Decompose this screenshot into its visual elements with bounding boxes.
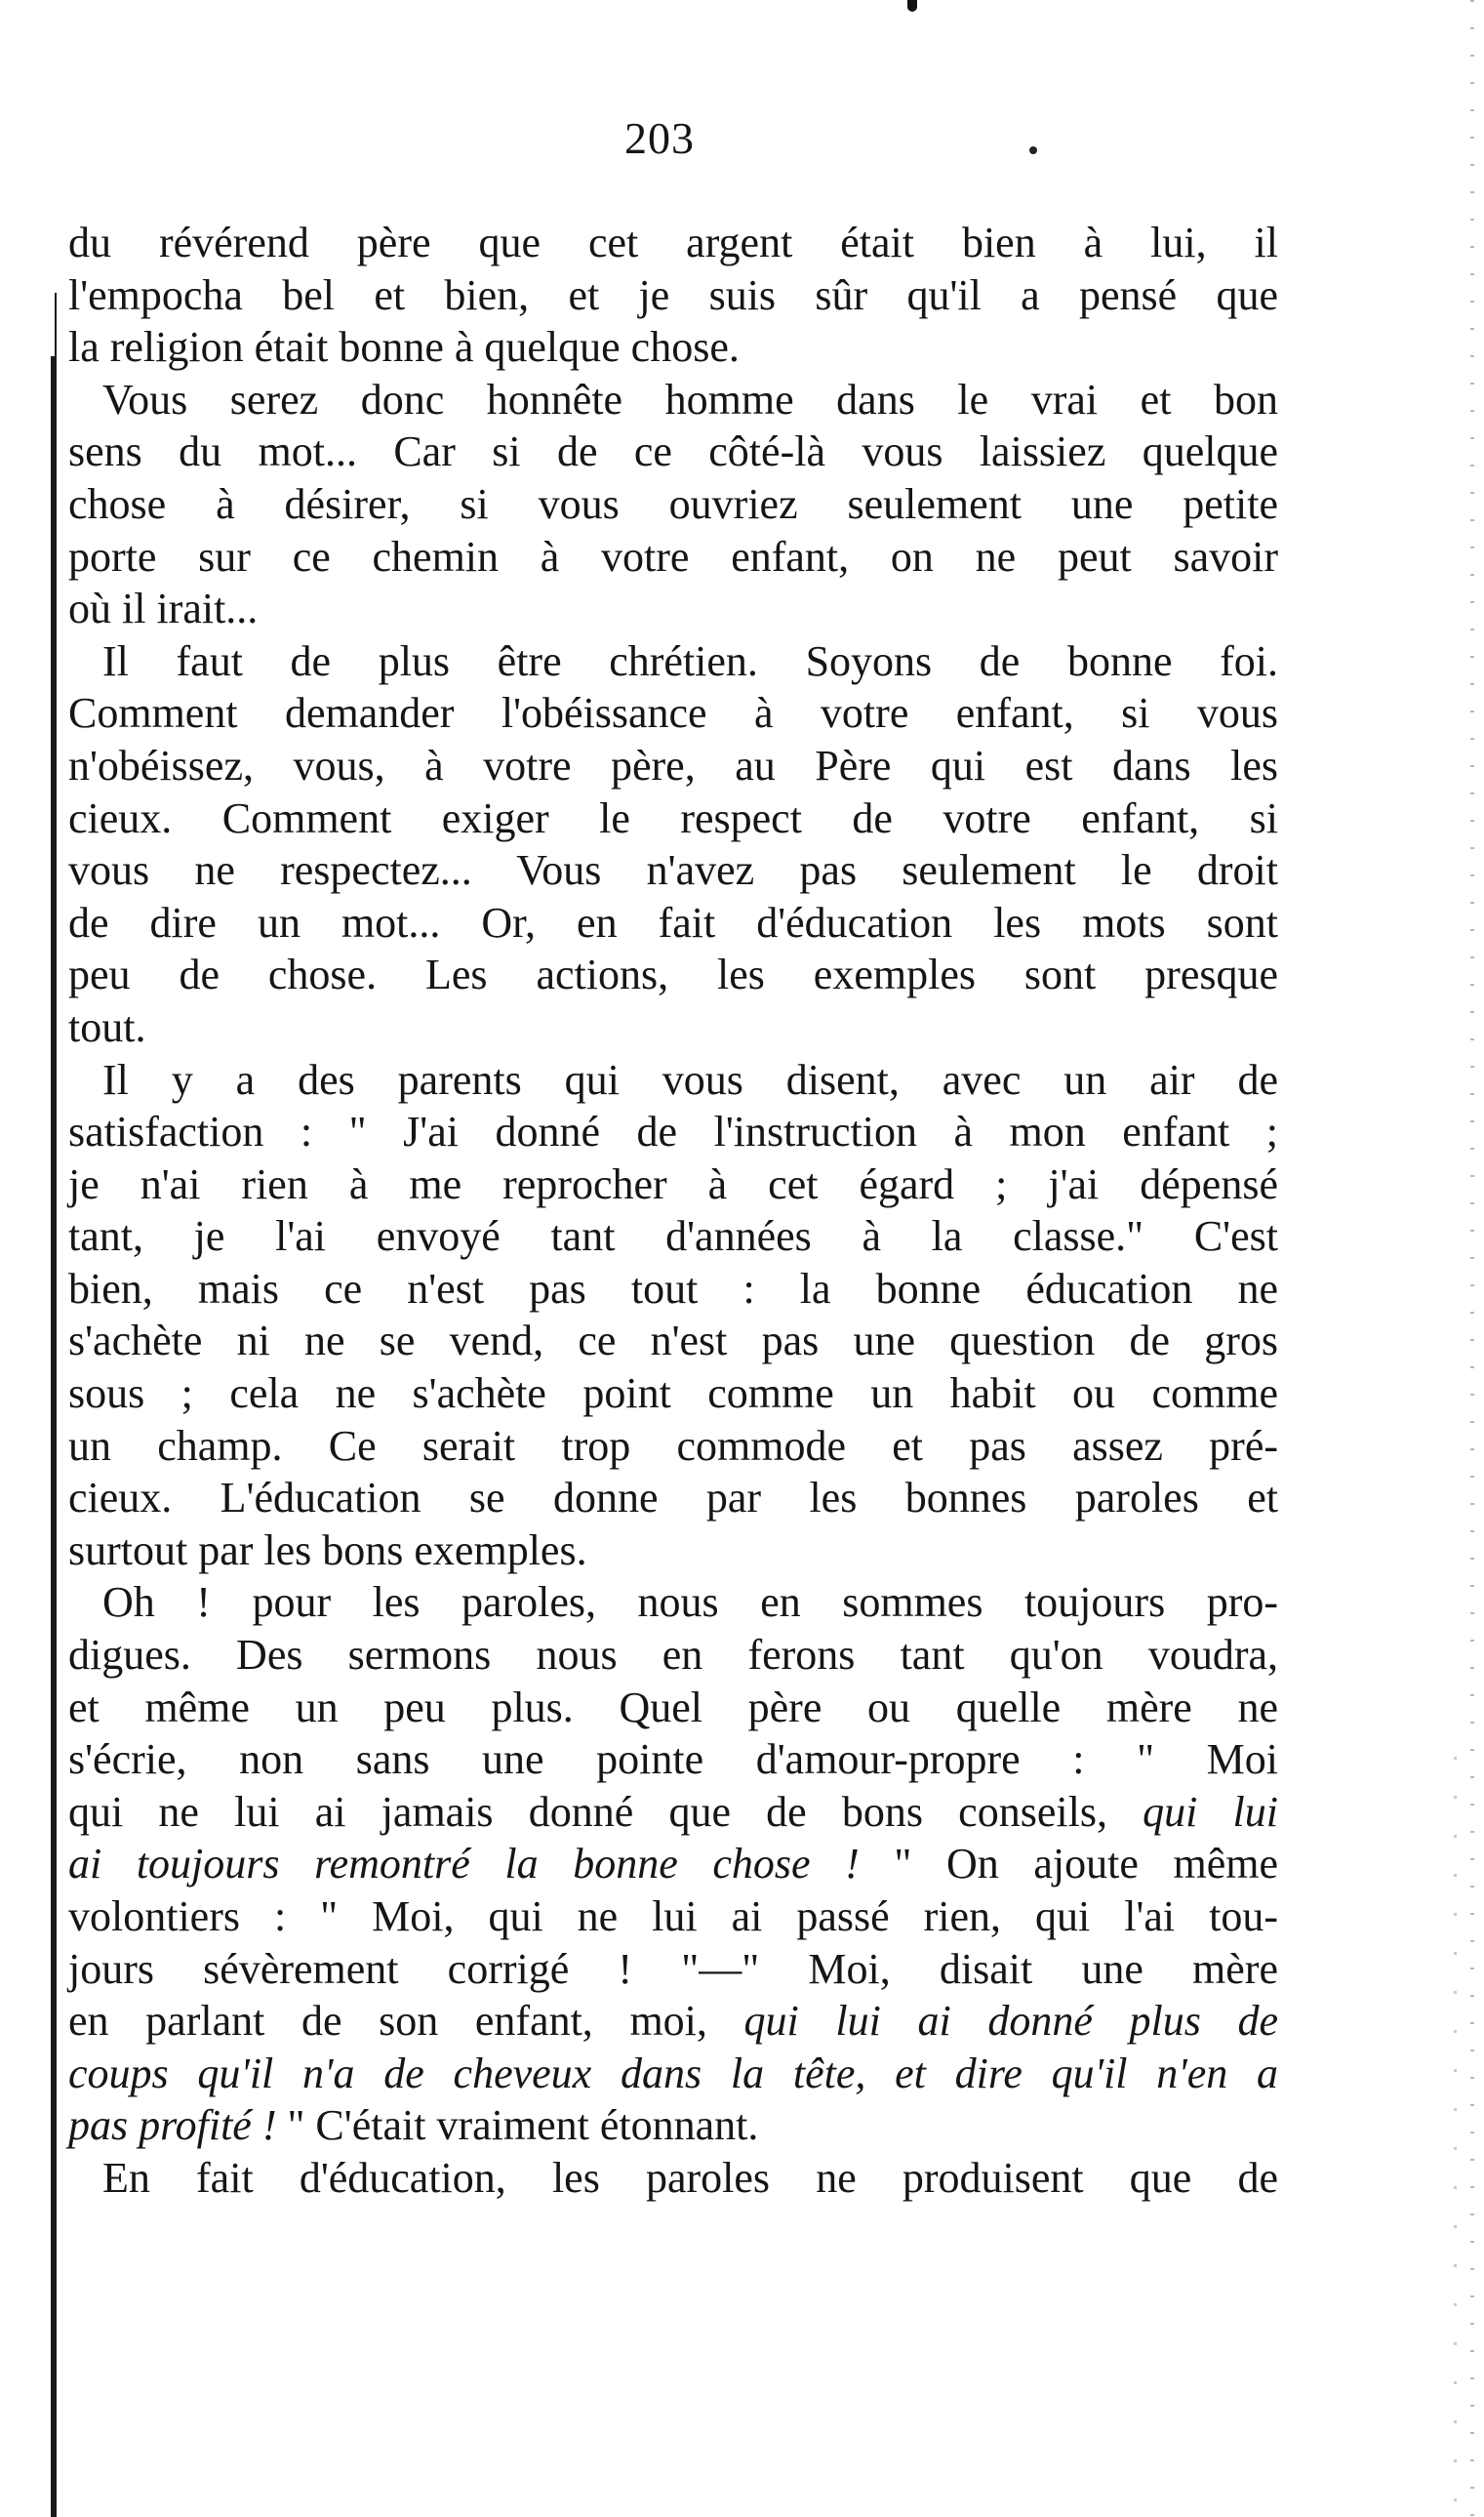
text-line: bien, mais ce n'est pas tout : la bonne éducation ne (68, 1264, 1278, 1313)
text-line (68, 1786, 1278, 1839)
ink-speck (1029, 146, 1037, 154)
text-line: la religion était bonne à quelque chose. (68, 323, 740, 372)
text-line: Oh ! pour les paroles, nous en sommes toujours pro- (102, 1578, 1278, 1627)
text-line: tout. (68, 1002, 146, 1051)
text-line: satisfaction : " J'ai donné de l'instruction à mon enfant ; (68, 1108, 1278, 1157)
body-text (68, 217, 1278, 2205)
text-line (68, 1838, 1278, 1890)
text-line: et même un peu plus. Quel père ou quelle mère ne (68, 1683, 1278, 1731)
text-line: je n'ai rien à me reprocher à cet égard ; j'ai dépensé (68, 1159, 1278, 1208)
text-line: s'écrie, non sans une pointe d'amour-propre : " Moi (68, 1735, 1278, 1784)
text-line: l'empocha bel et bien, et je suis sûr qu'il a pensé que (68, 270, 1278, 319)
text-line: volontiers : " Moi, qui ne lui ai passé rien, qui l'ai tou- (68, 1892, 1278, 1940)
text-line: peu de chose. Les actions, les exemples sont presque (68, 951, 1278, 999)
binding-edge (51, 356, 57, 2517)
page-edge-marks (1454, 1757, 1457, 2517)
text-line: Comment demander l'obéissance à votre enfant, si vous (68, 689, 1278, 738)
text-line: En fait d'éducation, les paroles ne produisent que de (102, 2153, 1278, 2202)
text-line: n'obéissez, vous, à votre père, au Père qui est dans les (68, 741, 1278, 790)
text-line: de dire un mot... Or, en fait d'éducation les mots sont (68, 898, 1278, 947)
text-line: un champ. Ce serait trop commode et pas assez pré- (68, 1421, 1278, 1470)
italic-text: qui lui ai donné plus de (743, 1997, 1278, 2046)
text-line: vous ne respectez... Vous n'avez pas seulement le droit (68, 846, 1278, 895)
text-line: sens du mot... Car si de ce côté-là vous laissiez quelque (68, 427, 1278, 476)
text-line: sous ; cela ne s'achète point comme un habit ou comme (68, 1369, 1278, 1418)
text-line: Vous serez donc honnête homme dans le vrai et bon (102, 375, 1278, 424)
italic-text: ai toujours remontré la bonne chose ! (68, 1840, 860, 1888)
text-span: en parlant de son enfant, moi, (68, 1997, 744, 2046)
text-line: porte sur ce chemin à votre enfant, on ne peut savoir (68, 532, 1278, 581)
text-line: Il faut de plus être chrétien. Soyons de bonne foi. (102, 636, 1278, 685)
text-line: chose à désirer, si vous ouvriez seulement une petite (68, 479, 1278, 528)
text-line: digues. Des sermons nous en ferons tant qu'on voudra, (68, 1631, 1278, 1680)
text-line: où il irait... (68, 585, 259, 633)
text-line: du révérend père que cet argent était bien à lui, il (68, 219, 1278, 266)
ink-speck (907, 0, 917, 12)
text-line (68, 2048, 1278, 2100)
text-line: tant, je l'ai envoyé tant d'années à la classe." C'est (68, 1212, 1278, 1261)
page-edge-marks (1470, 0, 1474, 2517)
text-line: s'achète ni ne se vend, ce n'est pas une question de gros (68, 1317, 1278, 1365)
italic-text: coups qu'il n'a de cheveux dans la tête, et dire qu'il n'en a (68, 2049, 1278, 2097)
text-line: cieux. Comment exiger le respect de votre enfant, si (68, 793, 1278, 842)
text-span: qui ne lui ai jamais donné que de bons conseils, (68, 1787, 1143, 1836)
italic-text: pas profité ! (68, 2101, 277, 2150)
text-line (68, 2099, 1278, 2152)
text-line: cieux. L'éducation se donne par les bonnes paroles et (68, 1474, 1278, 1522)
page-number: 203 (624, 113, 695, 163)
text-span: " C'était vraiment étonnant. (276, 2101, 759, 2150)
text-line: surtout par les bons exemples. (68, 1525, 587, 1574)
text-line (68, 1995, 1278, 2048)
text-span: " On ajoute même (859, 1840, 1278, 1888)
text-line: jours sévèrement corrigé ! "—" Moi, disait une mère (68, 1944, 1278, 1993)
italic-text: qui lui (1143, 1787, 1278, 1836)
text-line: Il y a des parents qui vous disent, avec un air de (102, 1055, 1278, 1104)
